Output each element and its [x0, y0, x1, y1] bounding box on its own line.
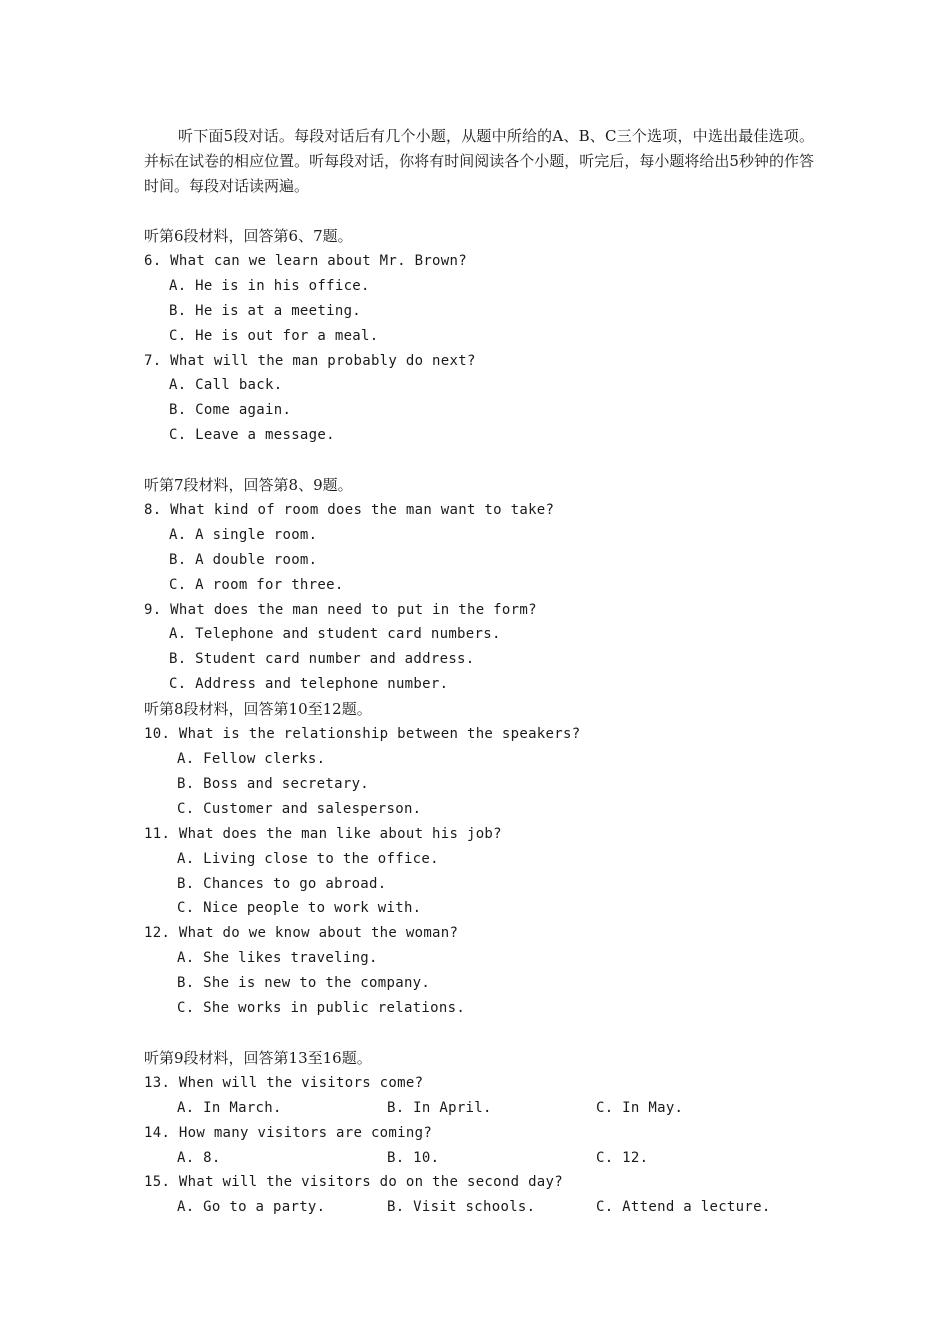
question-15: 15. What will the visitors do on the second day? — [144, 1174, 563, 1191]
question-10: 10. What is the relationship between the speakers? — [144, 726, 581, 743]
option-12c: C. She works in public relations. — [177, 1000, 466, 1017]
instructions: 听下面5段对话。每段对话后有几个小题，从题中所给的A、B、C三个选项，中选出最佳选项。并标在试卷的相应位置。听每段对话，你将有时间阅读各个小题，听完后，每小题将给出5秒钟的作答时间。每段对话读两遍。 — [144, 127, 814, 195]
option-15a: A. Go to a party. — [177, 1199, 326, 1216]
option-11a: A. Living close to the office. — [177, 850, 439, 867]
option-12b: B. She is new to the company. — [177, 975, 431, 992]
option-7a: A. Call back. — [169, 377, 283, 394]
section-header-7: 听第7段材料，回答第8、9题。 — [144, 476, 353, 495]
question-14: 14. How many visitors are coming? — [144, 1124, 433, 1141]
question-13: 13. When will the visitors come? — [144, 1074, 424, 1091]
options-row-13 — [144, 1096, 814, 1121]
exam-page — [144, 124, 814, 1220]
option-6c: C. He is out for a meal. — [169, 327, 379, 344]
question-6: 6. What can we learn about Mr. Brown? — [144, 252, 467, 269]
option-15b: B. Visit schools. — [387, 1199, 536, 1216]
option-11b: B. Chances to go abroad. — [177, 875, 387, 892]
question-9: 9. What does the man need to put in the form? — [144, 601, 537, 618]
option-6a: A. He is in his office. — [169, 277, 370, 294]
option-9c: C. Address and telephone number. — [169, 676, 449, 693]
section-header-9: 听第9段材料，回答第13至16题。 — [144, 1048, 372, 1067]
option-13a: A. In March. — [177, 1099, 282, 1116]
option-14a: A. 8. — [177, 1149, 221, 1166]
option-7c: C. Leave a message. — [169, 427, 335, 444]
option-7b: B. Come again. — [169, 402, 292, 419]
option-9a: A. Telephone and student card numbers. — [169, 626, 501, 643]
option-15c: C. Attend a lecture. — [596, 1199, 771, 1216]
option-13c: C. In May. — [596, 1099, 684, 1116]
section-header-6: 听第6段材料，回答第6、7题。 — [144, 227, 353, 245]
question-7: 7. What will the man probably do next? — [144, 352, 476, 369]
option-11c: C. Nice people to work with. — [177, 900, 422, 917]
option-14c: C. 12. — [596, 1149, 649, 1166]
option-10b: B. Boss and secretary. — [177, 775, 370, 792]
option-13b: B. In April. — [387, 1099, 492, 1116]
option-8c: C. A room for three. — [169, 576, 344, 593]
option-8a: A. A single room. — [169, 526, 318, 543]
option-8b: B. A double room. — [169, 551, 318, 568]
option-10c: C. Customer and salesperson. — [177, 800, 422, 817]
options-row-15 — [144, 1195, 814, 1220]
option-6b: B. He is at a meeting. — [169, 302, 362, 319]
options-row-14 — [144, 1146, 814, 1171]
question-11: 11. What does the man like about his job? — [144, 825, 502, 842]
question-8: 8. What kind of room does the man want to take? — [144, 501, 555, 518]
option-14b: B. 10. — [387, 1149, 440, 1166]
section-header-8: 听第8段材料，回答第10至12题。 — [144, 700, 372, 719]
option-10a: A. Fellow clerks. — [177, 751, 326, 768]
option-12a: A. She likes traveling. — [177, 950, 378, 967]
option-9b: B. Student card number and address. — [169, 651, 475, 668]
question-12: 12. What do we know about the woman? — [144, 925, 459, 942]
